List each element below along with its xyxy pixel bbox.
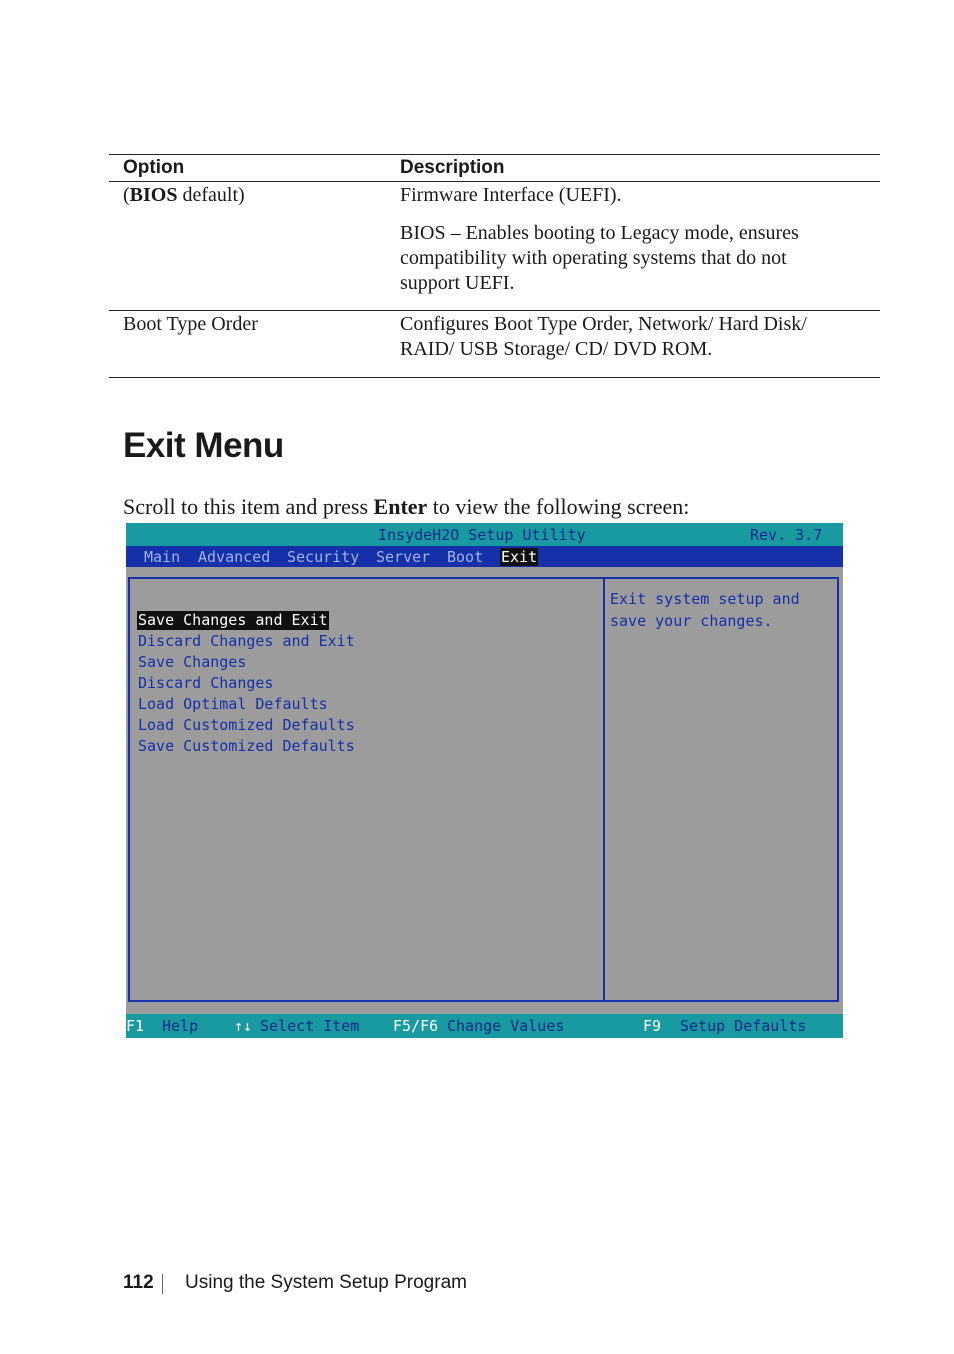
- bios-item-load-customized-defaults[interactable]: Load Customized Defaults: [138, 716, 355, 734]
- table-row: [109, 311, 880, 378]
- bios-title-bar: [126, 523, 843, 546]
- key-select-label: Select Item: [260, 1017, 360, 1035]
- key-f9-label: Setup Defaults: [680, 1017, 807, 1035]
- bios-item-load-optimal-defaults[interactable]: Load Optimal Defaults: [138, 695, 328, 713]
- bios-item-save-customized-defaults[interactable]: Save Customized Defaults: [138, 737, 355, 755]
- menu-tab-advanced[interactable]: Advanced: [198, 548, 271, 566]
- key-f1-label: Help: [162, 1017, 199, 1035]
- bios-title: InsydeH2O Setup Utility: [378, 526, 586, 544]
- intro-text: Scroll to this item and press Enter to view the following screen:: [123, 494, 690, 519]
- arrow-keys-icon: ↑↓: [234, 1017, 253, 1035]
- bios-screen: [126, 523, 843, 1038]
- option-table: [109, 154, 880, 378]
- footer-divider: [162, 1274, 163, 1294]
- table-header: [109, 154, 880, 182]
- menu-tab-main[interactable]: Main: [144, 548, 181, 566]
- bios-revision: Rev. 3.7: [750, 526, 823, 544]
- bios-key-legend: [126, 1014, 843, 1038]
- menu-tab-exit[interactable]: Exit: [501, 548, 538, 566]
- section-title: Exit Menu: [123, 426, 284, 465]
- header-option: Option: [123, 157, 185, 178]
- bios-menu-bar: [126, 546, 843, 567]
- bios-items-panel: [128, 577, 606, 1002]
- key-f5-f6: F5/F6: [393, 1017, 439, 1035]
- row2-option: Boot Type Order: [123, 313, 258, 335]
- header-description: Description: [400, 157, 505, 178]
- key-f9: F9: [643, 1017, 662, 1035]
- row1-desc-para2: BIOS – Enables booting to Legacy mode, ensures compatibility with operating systems that do not support UEFI.: [400, 222, 799, 294]
- chapter-title: Using the System Setup Program: [185, 1272, 467, 1293]
- help-line-1: Exit system setup and: [610, 590, 800, 608]
- bios-item-save-changes[interactable]: Save Changes: [138, 653, 247, 671]
- row1-description: [400, 183, 840, 296]
- key-f1: F1: [126, 1017, 145, 1035]
- page-number: 112: [123, 1272, 154, 1293]
- key-f5-label: Change Values: [447, 1017, 565, 1035]
- menu-tab-security[interactable]: Security: [287, 548, 360, 566]
- table-row: [109, 182, 880, 311]
- row1-desc-line1: Firmware Interface (UEFI).: [400, 184, 622, 206]
- row2-description: Configures Boot Type Order, Network/ Hard Disk/ RAID/ USB Storage/ CD/ DVD ROM.: [400, 313, 807, 360]
- row1-option: (BIOS default): [123, 184, 245, 206]
- help-line-2: save your changes.: [610, 612, 773, 630]
- bios-item-save-changes-and-exit[interactable]: Save Changes and Exit: [138, 611, 328, 629]
- page-footer: [123, 1272, 467, 1294]
- bios-help-panel: [603, 577, 839, 1002]
- bios-item-discard-changes[interactable]: Discard Changes: [138, 674, 274, 692]
- menu-tab-boot[interactable]: Boot: [447, 548, 484, 566]
- menu-tab-server[interactable]: Server: [376, 548, 431, 566]
- bios-item-discard-changes-and-exit[interactable]: Discard Changes and Exit: [138, 632, 355, 650]
